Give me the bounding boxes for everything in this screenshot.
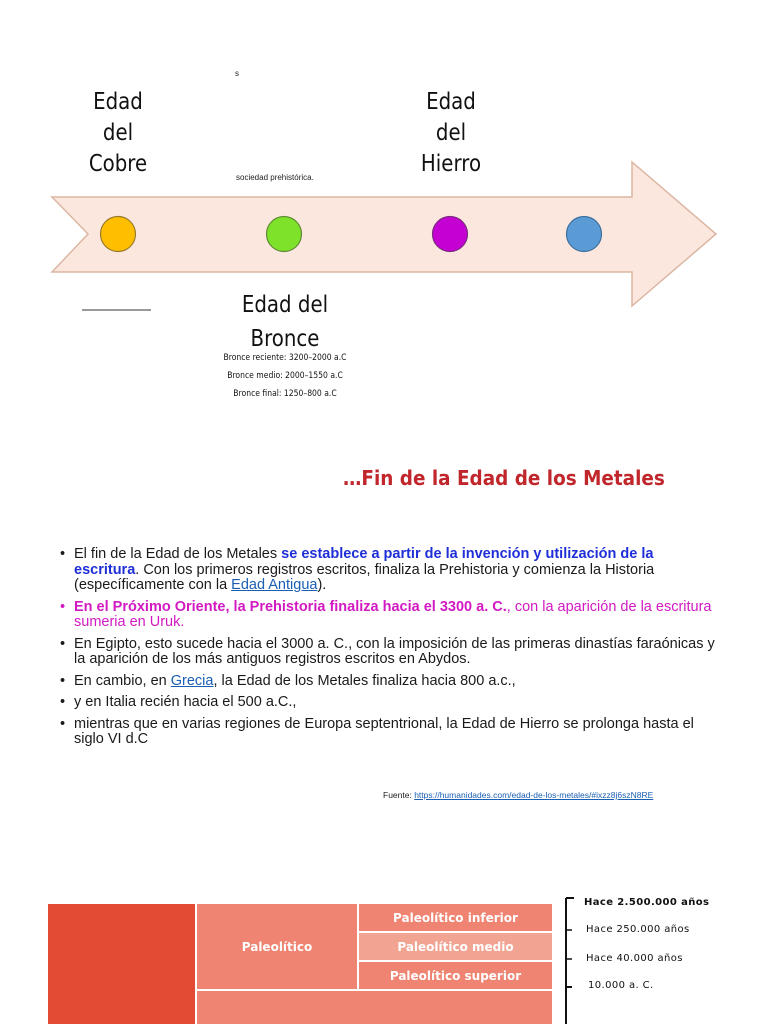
paleolitico-label: Paleolítico	[241, 939, 313, 954]
period-row: Paleolítico superior	[359, 962, 552, 989]
bullet-list	[60, 547, 720, 754]
time-label: Hace 2.500.000 años	[584, 897, 710, 908]
paleolitico-block	[197, 904, 357, 989]
timeline-dot-iron	[433, 217, 468, 252]
time-label: Hace 40.000 años	[586, 953, 683, 964]
timeline-dot-copper	[101, 217, 136, 252]
bronze-periods	[185, 349, 385, 403]
bronze-period: Bronce final: 1250–800 a.C	[233, 389, 337, 399]
period-row: Paleolítico inferior	[359, 904, 552, 931]
list-item: • y en Italia recién hacia el 500 a.C.,	[60, 695, 720, 711]
era-block	[48, 904, 195, 1024]
list-item: • En Egipto, esto sucede hacia el 3000 a. C., con la imposición de las primeras dinastías faraónicas y la aparición de los más antiguos registros escritos en Abydos.	[60, 637, 720, 668]
arrow-shape	[52, 162, 716, 306]
timeline-dot-bronze	[267, 217, 302, 252]
highlight-text: se establece a partir de la invención y utilización de la escritura	[74, 546, 654, 578]
timeline-dot-end	[567, 217, 602, 252]
source-link[interactable]: https://humanidades.com/edad-de-los-metales/#ixzz8j6szN8RE	[414, 790, 654, 800]
era-bronze-label: Edad del Bronce	[241, 292, 329, 352]
next-period-block	[197, 991, 552, 1024]
time-label: Hace 250.000 años	[586, 924, 690, 935]
period-row: Paleolítico medio	[359, 933, 552, 960]
time-label: 10.000 a. C.	[588, 980, 654, 991]
highlight-text: En el Próximo Oriente, la Prehistoria finaliza hacia el 3300 a. C.	[74, 598, 507, 615]
top-caption: sociedad prehistórica.	[236, 173, 314, 182]
section-title: …Fin de la Edad de los Metales	[343, 466, 665, 490]
era-iron-label: Edad del Hierro	[420, 89, 482, 177]
bronze-period: Bronce reciente: 3200–2000 a.C	[223, 353, 347, 363]
era-copper-label: Edad del Cobre	[88, 89, 148, 177]
list-item: • En el Próximo Oriente, la Prehistoria finaliza hacia el 3300 a. C., con la aparición de la escritura sumeria en Uruk.	[60, 600, 720, 631]
link-edad-antigua[interactable]: Edad Antigua	[231, 577, 318, 593]
stray-mark: s	[235, 69, 239, 78]
list-item: • En cambio, en Grecia, la Edad de los Metales finaliza hacia 800 a.c.,	[60, 674, 720, 690]
time-scale-bracket	[560, 895, 580, 1024]
link-grecia[interactable]: Grecia	[170, 672, 214, 689]
list-item: • El fin de la Edad de los Metales se establece a partir de la invención y utilización de la escritura. Con los primeros registros escritos, finaliza la Prehistoria y comienza la Historia (específicamente con la Edad Antigua).	[60, 547, 720, 594]
source-line: Fuente: https://humanidades.com/edad-de-los-metales/#ixzz8j6szN8RE	[383, 790, 654, 800]
list-item: • mientras que en varias regiones de Europa septentrional, la Edad de Hierro se prolonga hasta el siglo VI d.C	[60, 717, 720, 748]
bronze-period: Bronce medio: 2000–1550 a.C	[227, 371, 343, 381]
